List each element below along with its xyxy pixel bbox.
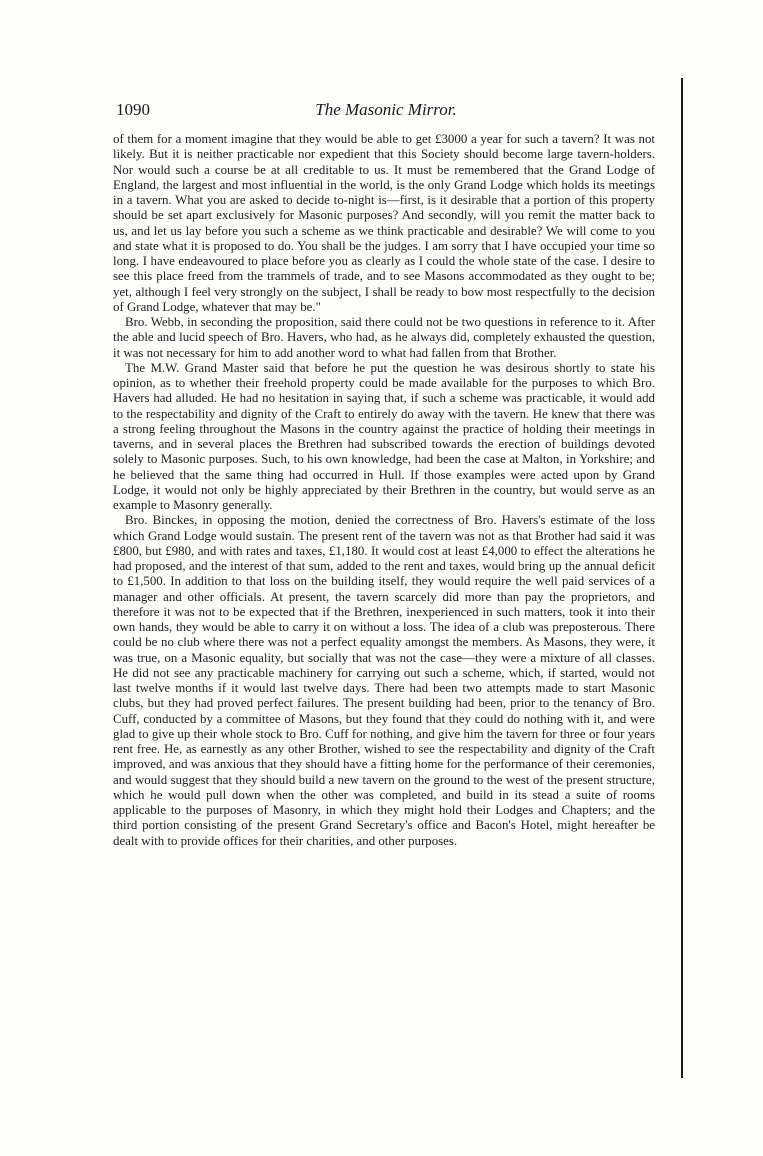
article-body (113, 132, 655, 849)
running-title: The Masonic Mirror. (315, 100, 457, 119)
paragraph-havers-speech-end: of them for a moment imagine that they would be able to get £3000 a year for such a tavern? It was not likely. But it is neither practicable nor expedient that this Society should become large tavern-holders. Nor would such a course be at all creditable to us. It must be remembered that the Grand Lodge of England, the largest and most influential in the world, is the only Grand Lodge which holds its meetings in a tavern. What you are asked to decide to-night is—first, is it desirable that a portion of this property should be set apart exclusively for Masonic purposes? And secondly, will you remit the matter back to us, and let us lay before you such a scheme as we think practicable and desirable? We will come to you and state what it is proposed to do. You shall be the judges. I am sorry that I have occupied your time so long. I have endeavoured to place before you as clearly as I could the whole state of the case. I desire to see this place freed from the trammels of trade, and to see Masons accommodated as they ought to be; yet, although I feel very strongly on the subject, I shall be ready to bow most respectfully to the decision of Grand Lodge, whatever that may be." (113, 132, 655, 314)
paragraph-webb: Bro. Webb, in seconding the proposition, said there could not be two questions in reference to it. After the able and lucid speech of Bro. Havers, who had, as he always did, completely exhausted the question, it was not necessary for him to add another word to what had fallen from that Brother. (113, 315, 655, 360)
page-edge-rule (681, 78, 683, 1078)
page-number: 1090 (116, 100, 150, 119)
page-header (116, 100, 656, 124)
paragraph-binckes: Bro. Binckes, in opposing the motion, denied the correctness of Bro. Havers's estimate of the loss which Grand Lodge would sustain. The present rent of the tavern was not as that Brother had said it was £800, but £980, and with rates and taxes, £1,180. It would cost at least £4,000 to effect the alterations he had proposed, and the interest of that sum, added to the rent and taxes, would bring up the annual deficit to £1,500. In addition to that loss on the building itself, they would require the well paid services of a manager and other officials. At present, the tavern scarcely did more than pay the proprietors, and therefore it was not to be expected that if the Brethren, inexperienced in such matters, took it into their own hands, they would be able to carry it on without a loss. The idea of a club was preposterous. There could be no club where there was not a perfect equality amongst the members. As Masons, they were, it was true, on a Masonic equality, but socially that was not the case—they were a mixture of all classes. He did not see any practicable machinery for carrying out such a scheme, which, if started, would not last twelve months if it would last twelve days. There had been two attempts made to start Masonic clubs, but they had proved perfect failures. The present building had been, prior to the tenancy of Bro. Cuff, conducted by a committee of Masons, but they found that they could do nothing with it, and were glad to give up their whole stock to Bro. Cuff for nothing, and give him the tavern for three or four years rent free. He, as earnestly as any other Brother, wished to see the respectability and dignity of the Craft improved, and was anxious that they should have a fitting home for the performance of their ceremonies, and would suggest that they should build a new tavern on the ground to the west of the present structure, which he would pull down when the other was completed, and build in its stead a suite of rooms applicable to the purposes of Masonry, in which they might hold their Lodges and Chapters; and the third portion consisting of the present Grand Secretary's office and Bacon's Hotel, might hereafter be dealt with to provide offices for their charities, and other purposes. (113, 513, 655, 848)
paragraph-grand-master: The M.W. Grand Master said that before he put the question he was desirous shortly to state his opinion, as to whether their freehold property could be made available for the purposes to which Bro. Havers had alluded. He had no hesitation in saying that, if such a scheme was practicable, it would add to the respectability and dignity of the Craft to entirely do away with the tavern. He knew that there was a strong feeling throughout the Masons in the country against the practice of holding their meetings in taverns, and in several places the Brethren had subscribed towards the erection of buildings devoted solely to Masonic purposes. Such, to his own knowledge, had been the case at Malton, in Yorkshire; and he believed that the same thing had occurred in Hull. If those examples were acted upon by Grand Lodge, it would not only be highly appreciated by their Brethren in the country, but would serve as an example to Masonry generally. (113, 360, 655, 512)
